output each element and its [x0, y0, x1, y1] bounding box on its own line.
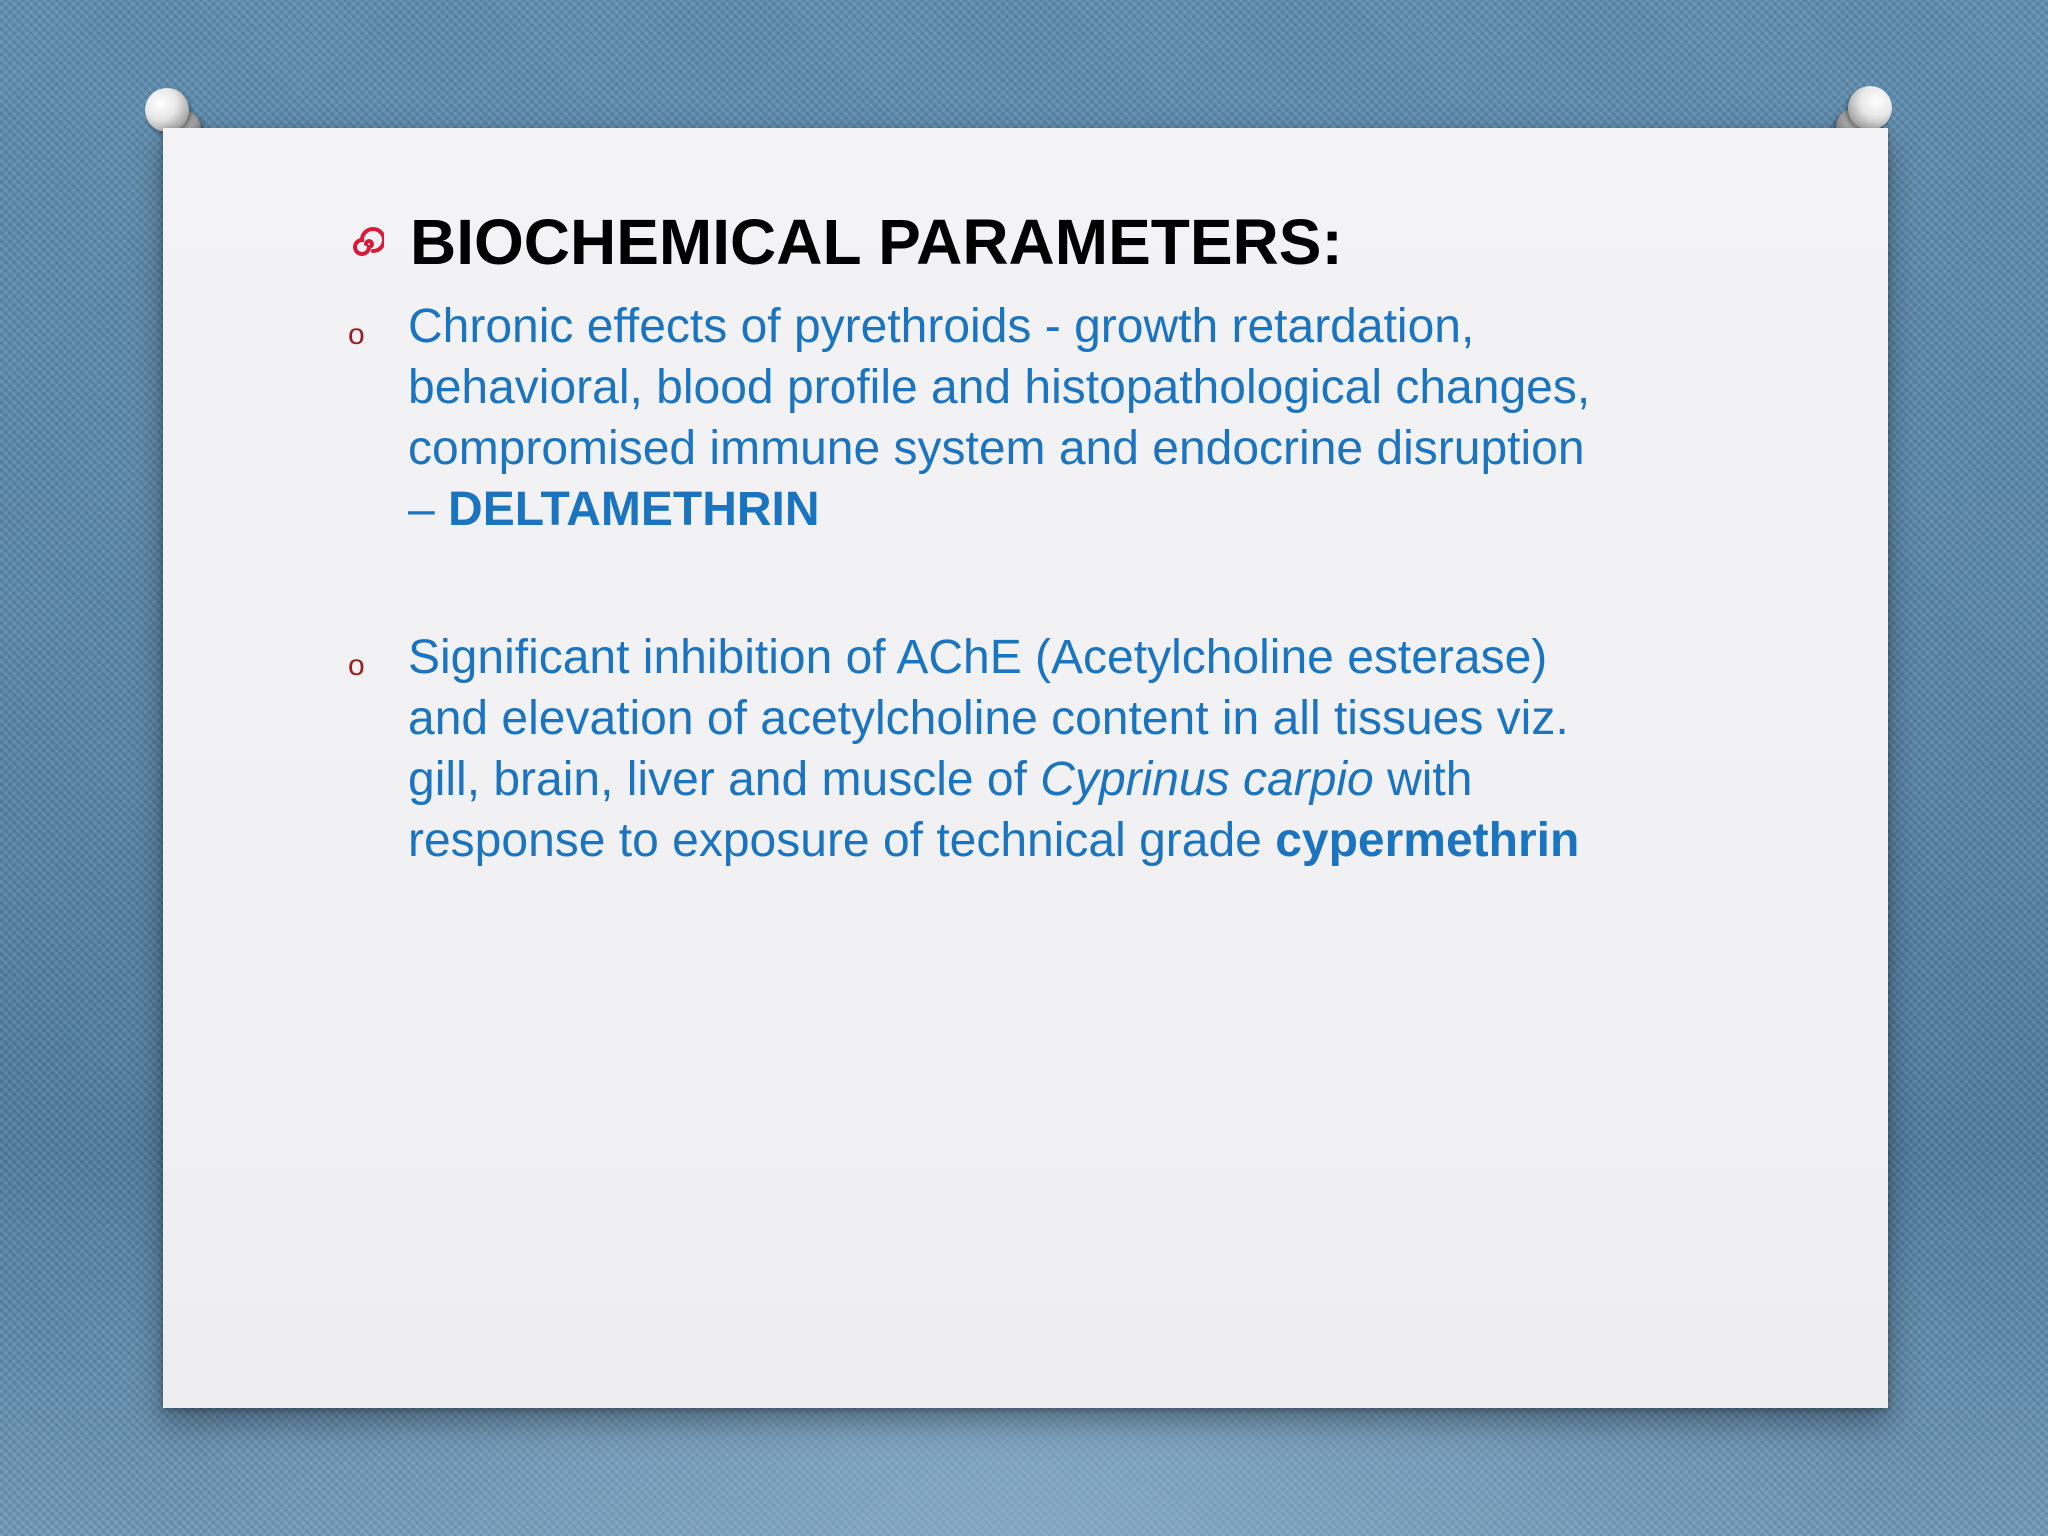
bullet-line: and elevation of acetylcholine content in all tissues viz.	[408, 692, 1569, 745]
bullet-line-last	[408, 479, 1590, 540]
species-name: Cyprinus carpio	[1040, 753, 1374, 806]
pushpin-right-head	[1848, 86, 1892, 130]
pushpin-left-head	[145, 88, 189, 132]
dash-prefix: –	[408, 483, 449, 536]
deltamethrin-term: DELTAMETHRIN	[448, 483, 820, 536]
line3-post: with	[1373, 753, 1473, 806]
circle-bullet-icon: o	[348, 318, 365, 351]
bullet-item-deltamethrin	[348, 296, 1678, 540]
circle-bullet-icon: o	[348, 649, 365, 682]
bullet-text	[408, 627, 1579, 871]
bullet-line: Significant inhibition of AChE (Acetylcholine esterase)	[408, 631, 1548, 684]
bullet-line: Chronic effects of pyrethroids - growth retardation,	[408, 300, 1475, 353]
bullet-item-cypermethrin	[348, 627, 1678, 871]
spiral-icon	[348, 226, 384, 262]
slide-title-row	[348, 206, 1343, 278]
bullet-line	[408, 810, 1579, 871]
line4-pre: response to exposure of technical grade	[408, 814, 1276, 867]
slide-title: BIOCHEMICAL PARAMETERS:	[410, 206, 1343, 278]
bullet-line	[408, 749, 1579, 810]
line3-pre: gill, brain, liver and muscle of	[408, 753, 1041, 806]
bullet-line: behavioral, blood profile and histopathological changes,	[408, 361, 1591, 414]
bullet-line: compromised immune system and endocrine disruption	[408, 422, 1585, 475]
cypermethrin-term: cypermethrin	[1275, 814, 1580, 867]
bullet-text	[408, 296, 1590, 540]
